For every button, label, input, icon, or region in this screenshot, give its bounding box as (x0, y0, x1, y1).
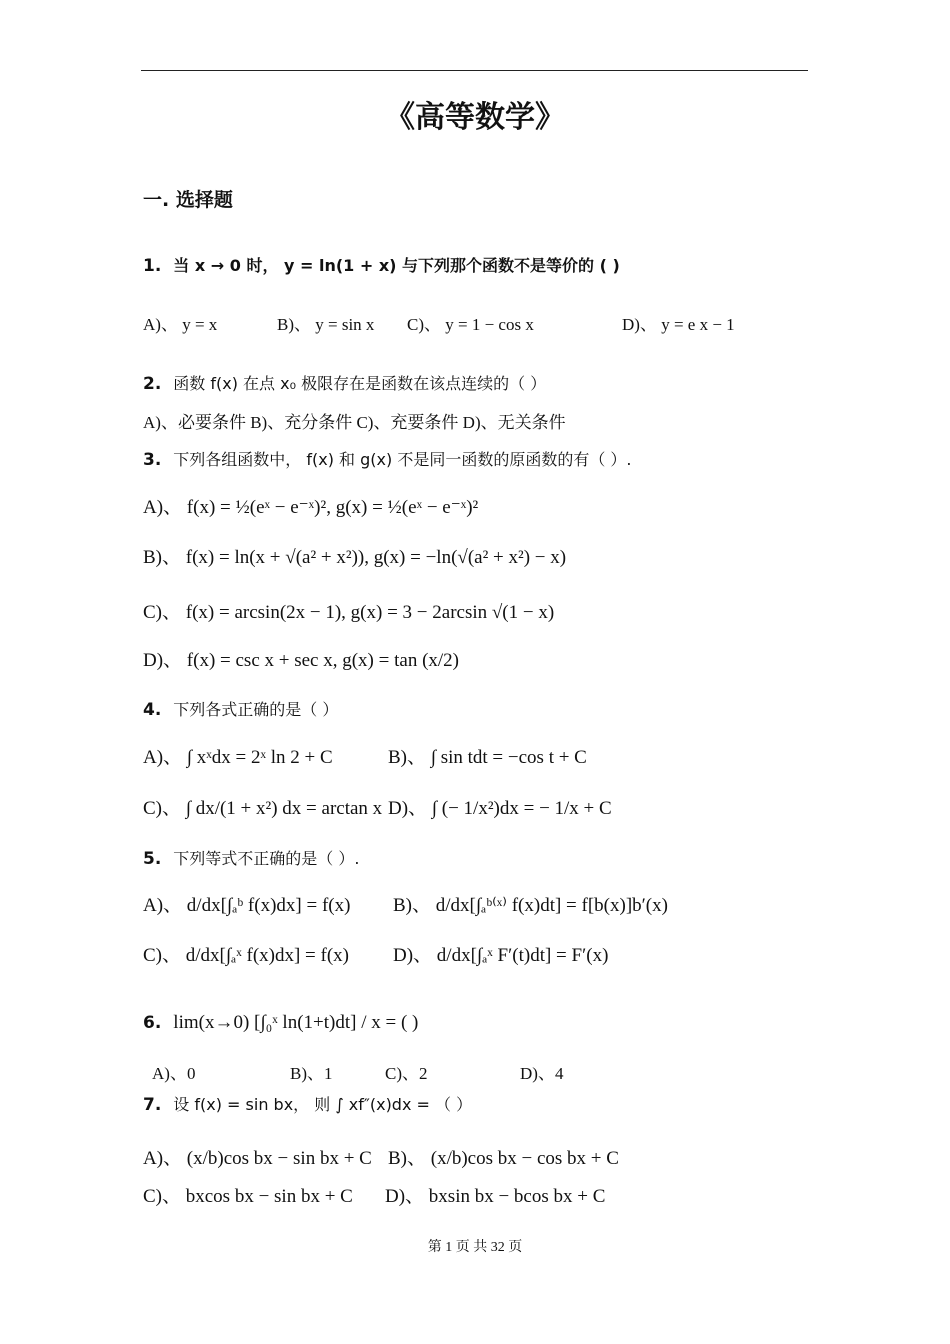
question-1 (143, 253, 620, 276)
question-stem: lim(x→0) [∫₀ˣ ln(1+t)dt] / x = ( ) (173, 1012, 419, 1033)
question-number: 3. (143, 450, 162, 470)
option-b: B)、 ∫ sin tdt = −cos t + C (388, 747, 587, 768)
header-rule (141, 70, 808, 71)
question-4 (143, 697, 338, 720)
question-number: 1. (143, 256, 162, 276)
question-number: 6. (143, 1013, 162, 1033)
option-b: B)、 y = sin x (277, 315, 375, 334)
question-stem: 下列各组函数中， f(x) 和 g(x) 不是同一函数的原函数的有（ ）. (173, 450, 632, 469)
option-d: D)、 bxsin bx − bcos bx + C (385, 1186, 606, 1207)
option-d: D)、 ∫ (− 1/x²)dx = − 1/x + C (388, 798, 612, 819)
option-d: D)、4 (520, 1064, 564, 1083)
option-c: C)、 f(x) = arcsin(2x − 1), g(x) = 3 − 2arcsin √(1 − x) (143, 602, 555, 623)
question-stem: 设 f(x) = sin bx， 则 ∫ xf″(x)dx = （ ） (173, 1095, 473, 1114)
option-c: C)、 y = 1 − cos x (407, 315, 534, 334)
question-number: 7. (143, 1095, 162, 1115)
option-b: B)、 f(x) = ln(x + √(a² + x²)), g(x) = −ln(√(a² + x²) − x) (143, 547, 567, 568)
question-7 (143, 1092, 472, 1115)
question-3 (143, 447, 632, 470)
question-6 (143, 1012, 418, 1034)
question-number: 2. (143, 374, 162, 394)
option-a: A)、 (x/b)cos bx − sin bx + C (143, 1148, 372, 1169)
option-c: C)、 bxcos bx − sin bx + C (143, 1186, 353, 1207)
option-a: A)、 y = x (143, 315, 218, 334)
option-b: B)、 d/dx[∫ₐᵇ⁽ˣ⁾ f(x)dt] = f[b(x)]b′(x) (393, 895, 668, 916)
option-d: D)、 d/dx[∫ₐˣ F′(t)dt] = F′(x) (393, 945, 609, 966)
question-stem: 函数 f(x) 在点 x₀ 极限存在是函数在该点连续的（ ） (173, 374, 547, 393)
options-row: A)、必要条件 B)、充分条件 C)、充要条件 D)、无关条件 (143, 413, 566, 432)
option-c: C)、2 (385, 1064, 428, 1083)
option-a: A)、 ∫ xˣdx = 2ˣ ln 2 + C (143, 747, 333, 768)
section-heading: 一. 选择题 (143, 189, 233, 211)
option-c: C)、 d/dx[∫ₐˣ f(x)dx] = f(x) (143, 945, 350, 966)
option-b: B)、1 (290, 1064, 333, 1083)
option-a: A)、0 (152, 1064, 196, 1083)
question-number: 4. (143, 700, 162, 720)
option-b: B)、 (x/b)cos bx − cos bx + C (388, 1148, 619, 1169)
question-2 (143, 371, 546, 394)
option-a: A)、 f(x) = ½(eˣ − e⁻ˣ)², g(x) = ½(eˣ − e⁻ˣ)² (143, 497, 479, 518)
option-a: A)、 d/dx[∫ₐᵇ f(x)dx] = f(x) (143, 895, 351, 916)
page-footer: 第 1 页 共 32 页 (427, 1240, 523, 1255)
page-title: 《高等数学》 (385, 100, 565, 135)
question-stem: 下列各式正确的是（ ） (173, 700, 339, 719)
question-stem: 下列等式不正确的是（ ）. (173, 849, 360, 868)
option-d: D)、 f(x) = csc x + sec x, g(x) = tan (x/2) (143, 650, 459, 671)
option-d: D)、 y = e x − 1 (622, 315, 735, 334)
option-c: C)、 ∫ dx/(1 + x²) dx = arctan x (143, 798, 383, 819)
question-number: 5. (143, 849, 162, 869)
question-5 (143, 846, 359, 869)
question-stem: 当 x → 0 时， y = ln(1 + x) 与下列那个函数不是等价的 ( ) (173, 256, 620, 275)
